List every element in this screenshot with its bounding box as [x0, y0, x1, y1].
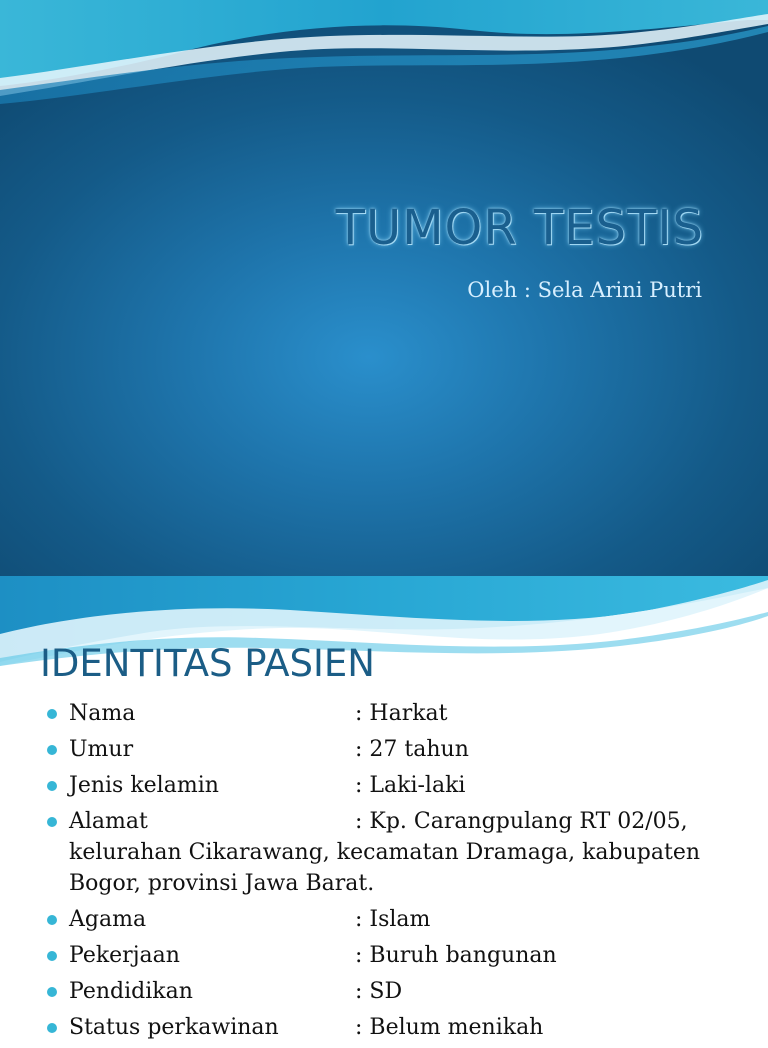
item-value: : Harkat — [355, 701, 448, 726]
patient-identity-slide — [0, 576, 768, 1040]
list-item — [46, 940, 746, 971]
item-value: : Kp. Carangpulang RT 02/05, kelurahan Cikarawang, kecamatan Dramaga, kabupaten Bogor, provinsi Jawa Barat. — [69, 809, 701, 896]
item-label: Alamat — [69, 809, 148, 834]
list-item — [46, 770, 746, 801]
item-label: Nama — [69, 701, 136, 726]
item-label: Pendidikan — [69, 979, 193, 1004]
list-item — [46, 698, 746, 729]
slide-heading: IDENTITAS PASIEN — [40, 642, 375, 685]
item-label: Pekerjaan — [69, 943, 180, 968]
item-label: Jenis kelamin — [69, 773, 219, 798]
item-label: Umur — [69, 737, 134, 762]
list-item — [46, 734, 746, 765]
item-value: : SD — [355, 979, 403, 1004]
slide-subtitle: Oleh : Sela Arini Putri — [467, 278, 702, 302]
list-item — [46, 904, 746, 935]
item-value: : Islam — [355, 907, 431, 932]
item-value: : Buruh bangunan — [355, 943, 557, 968]
list-item — [46, 1012, 746, 1043]
item-label: Agama — [69, 907, 147, 932]
list-item — [46, 976, 746, 1007]
slide-title: TUMOR TESTIS — [335, 200, 704, 256]
patient-info-list — [46, 698, 746, 1048]
item-value: : Belum menikah — [355, 1015, 544, 1040]
item-value: : Laki-laki — [355, 773, 466, 798]
item-value: : 27 tahun — [355, 737, 469, 762]
wave-decoration — [0, 0, 768, 110]
item-label: Status perkawinan — [69, 1015, 279, 1040]
list-item — [46, 806, 746, 899]
